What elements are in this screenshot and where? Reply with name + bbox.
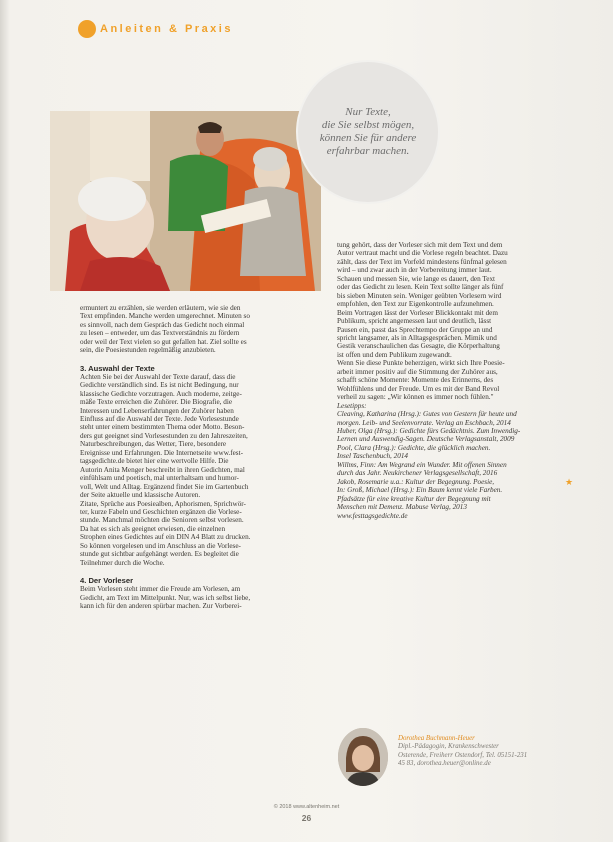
lit-line: Huber, Olga (Hrsg.): Gedichte fürs Gedächtnis. Zum Inwendig-: [337, 426, 521, 435]
lit-line: durch das Jahr. Neukirchener Verlagsgesellschaft, 2016: [337, 469, 498, 478]
text-line: Da hat es sich als geeignet erwiesen, die einzelnen: [80, 524, 226, 533]
quote-line: erfahrbar machen.: [326, 145, 410, 157]
text-line: oder das Gedicht zu lesen. Kein Text sollte länger als fünf: [337, 283, 504, 292]
photo-illustration: [50, 111, 321, 291]
text-line: Gestik veranschaulichen das Gesagte, die Körperhaltung: [337, 342, 500, 351]
text-line: Beim Vortragen lässt der Vorleser Blickkontakt mit dem: [337, 308, 498, 317]
text-line: Text empfinden. Manche werden umgerechnet. Minuten so: [80, 312, 250, 321]
text-line: verheil zu sagen: „Wir können es immer noch fühlen.": [337, 393, 494, 402]
text-line: voll, Welt und Alltag. Ergänzend findet Sie im Gartenbuch: [80, 482, 249, 491]
text-line: ter, kurze Fabeln und Geschichten ergänzen die Vorlese-: [80, 507, 242, 516]
text-line: sein, die Poesiestunden regelmäßig anzubieten.: [80, 346, 216, 355]
page-number: 26: [301, 813, 312, 823]
text-line: steht unter einem bestimmten Thema oder Motto. Beson-: [80, 423, 245, 432]
text-line: oder weil der Text vielen so gut gefallen hat. Ziel sollte es: [80, 337, 247, 346]
text-line: tung gehört, dass der Vorleser sich mit dem Text und dem: [337, 241, 503, 249]
lit-line: Cleaving, Katharina (Hrsg.): Gutes von Gestern für heute und: [337, 410, 517, 419]
text-line: Strophen eines Gedichtes auf ein DIN A4 Blatt zu drucken.: [80, 533, 251, 542]
text-line: bis sieben Minuten sein. Weniger geübten Vorlesern wird: [337, 291, 502, 300]
text-line: Publikum, spricht angemessen laut und deutlich, lässt: [337, 317, 492, 326]
footer-source: © 2018 www.altenheim.net: [273, 804, 340, 810]
text-line: klassische Gedichte vorzutragen. Auch moderne, zeitge-: [80, 389, 242, 398]
text-line: stunde gut sichtbar aufgehängt werden. Es begleitet die: [80, 550, 239, 559]
text-line: schafft schöne Momente: Momente des Erinnerns, des: [337, 376, 494, 385]
lit-line: Menschen mit Demenz. Mabuse Verlag, 2013: [337, 503, 467, 512]
category-label: Anleiten & Praxis: [100, 23, 233, 35]
lit-line: morgen. Leib- und Seelenvorrate. Verlag an Eschbach, 2014: [337, 418, 511, 427]
lit-line: Insel Taschenbuch, 2014: [337, 452, 409, 461]
text-line: Gedicht, am Text im Mittelpunkt. Nur, was ich selbst liebe,: [80, 593, 251, 602]
dot-icon: [78, 20, 96, 38]
text-line: Wohlfühlens und der Freude. Um es mit der Band Revol: [337, 384, 500, 393]
section-heading: 3. Auswahl der Texte: [80, 363, 155, 373]
lit-line: Pfadsätze für eine kreative Kultur der Begegnung mit: [337, 494, 491, 503]
right-column: [337, 241, 520, 520]
author-avatar: [338, 728, 388, 786]
text-line: ders gut geeignet sind Vorlesestunden zu den Jahreszeiten,: [80, 431, 248, 440]
lit-line: Pool, Clara (Hrsg.): Gedichte, die glücklich machen.: [337, 443, 491, 452]
text-line: Teilnehmer durch die Woche.: [80, 558, 165, 567]
text-line: mäße Texte erreichen die Zuhörer. Die Biografie, die: [80, 398, 233, 407]
text-line: Zitate, Sprüche aus Poesiealben, Aphorismen, Sprichwör-: [80, 499, 246, 508]
lit-line: Lernen und Auswendig-Sagen. Deutsche Verlagsanstalt, 2009: [337, 435, 515, 444]
lit-line: Willms, Finn: Am Wegrand ein Wunder. Mit offenen Sinnen: [337, 460, 507, 469]
text-line: Einfluss auf die Auswahl der Texte. Jede Vorlesestunde: [80, 414, 239, 423]
quote-line: können Sie für andere: [319, 132, 417, 144]
quote-line: Nur Texte,: [345, 106, 391, 118]
author-line: Osterende, Freiherr Ostendorf, Tel. 05151-231: [398, 751, 528, 759]
author-info: [398, 735, 527, 768]
text-line: So können vorgelesen und im Anschluss an die Vorlese-: [80, 541, 241, 550]
quote-line: die Sie selbst mögen,: [321, 119, 415, 131]
text-line: Autor vertraut macht und die Vorlese regeln beachtet. Dazu: [337, 249, 508, 258]
text-line: ist offen und dem Publikum zugewandt.: [337, 350, 452, 359]
author-name: Dorothea Buchmann-Heuer: [398, 735, 475, 742]
text-line: arbeit immer positiv auf die Stimmung der Zuhörer aus,: [337, 367, 498, 376]
text-line: zählt, dass der Text im Vorfeld mindestens fünfmal gelesen: [337, 257, 507, 266]
lit-line: In: Groß, Michael (Hrsg.): Ein Baum kennt viele Farben.: [337, 486, 503, 495]
text-line: stunde. Manchmal möchten die Senioren selbst vorlesen.: [80, 516, 244, 525]
text-line: Pausen ein, passt das Sprechtempo der Gruppe an und: [337, 325, 493, 334]
text-line: der Seite aktuelle und klassische Autoren.: [80, 491, 201, 500]
author-portrait: [338, 728, 388, 786]
text-line: Wenn Sie diese Punkte beherzigen, wirkt sich Ihre Poesie-: [337, 359, 505, 368]
text-line: Naturbeschreibungen, das Wetter, Tiere, besondere: [80, 440, 227, 449]
text-line: Interessen und Lebenserfahrungen der Zuhörer haben: [80, 406, 234, 415]
author-line: 45 83, dorothea.heuer@online.de: [398, 759, 491, 767]
text-line: Gedichte verständlich sind. Es ist nicht Bedingung, nur: [80, 381, 239, 390]
lit-line: Jakob, Rosemarie u.a.: Kultur der Begegnung. Poesie,: [337, 477, 495, 486]
text-line: Achten Sie bei der Auswahl der Texte darauf, dass die: [80, 372, 236, 381]
article-photo: [50, 111, 321, 291]
text-line: wird – und zwar auch in der Vorbereitung immer laut.: [337, 266, 492, 275]
text-line: kann ich für den anderen spürbar machen. Zur Vorberei-: [80, 602, 242, 611]
text-line: Beim Vorlesen steht immer die Freude am Vorlesen, am: [80, 585, 241, 594]
text-line: spricht langsamer, als in Alltagsgesprächen. Mimik und: [337, 333, 497, 342]
text-line: Autorin Anita Menger beschreibt in ihren Gedichten, mal: [80, 465, 245, 474]
left-column: [80, 304, 250, 611]
text-line: tagsgedichte.de bietet hier eine wertvolle Hilfe. Die: [80, 457, 229, 466]
pull-quote: [298, 62, 438, 202]
text-line: Schauen und messen Sie, wie lange es dauert, den Text: [337, 274, 496, 283]
text-line: ermuntert zu erzählen, sie werden erläutern, wie sie den: [80, 304, 241, 312]
text-line: es sinnvoll, nach dem Gespräch das Gedicht noch einmal: [80, 320, 245, 329]
text-line: empfohlen, den Text zur Eigenkontrolle aufzunehmen.: [337, 300, 494, 309]
text-line: Ereignisse und Erfahrungen. Die Internetseite www.fest-: [80, 448, 243, 457]
text-line: einfühlsam und poetisch, mal unterhaltsam und humor-: [80, 474, 239, 483]
author-line: Dipl.-Pädagogin, Krankenschwester: [398, 743, 499, 751]
text-line: zu lesen – entweder, um das Textverständnis zu fördern: [80, 329, 240, 338]
section-header: [78, 18, 233, 40]
website-link[interactable]: www.festtagsgedichte.de: [337, 511, 408, 520]
lit-heading: Lesetipps:: [337, 401, 367, 410]
section-heading: 4. Der Vorleser: [80, 576, 134, 586]
star-icon: ★: [565, 477, 574, 487]
